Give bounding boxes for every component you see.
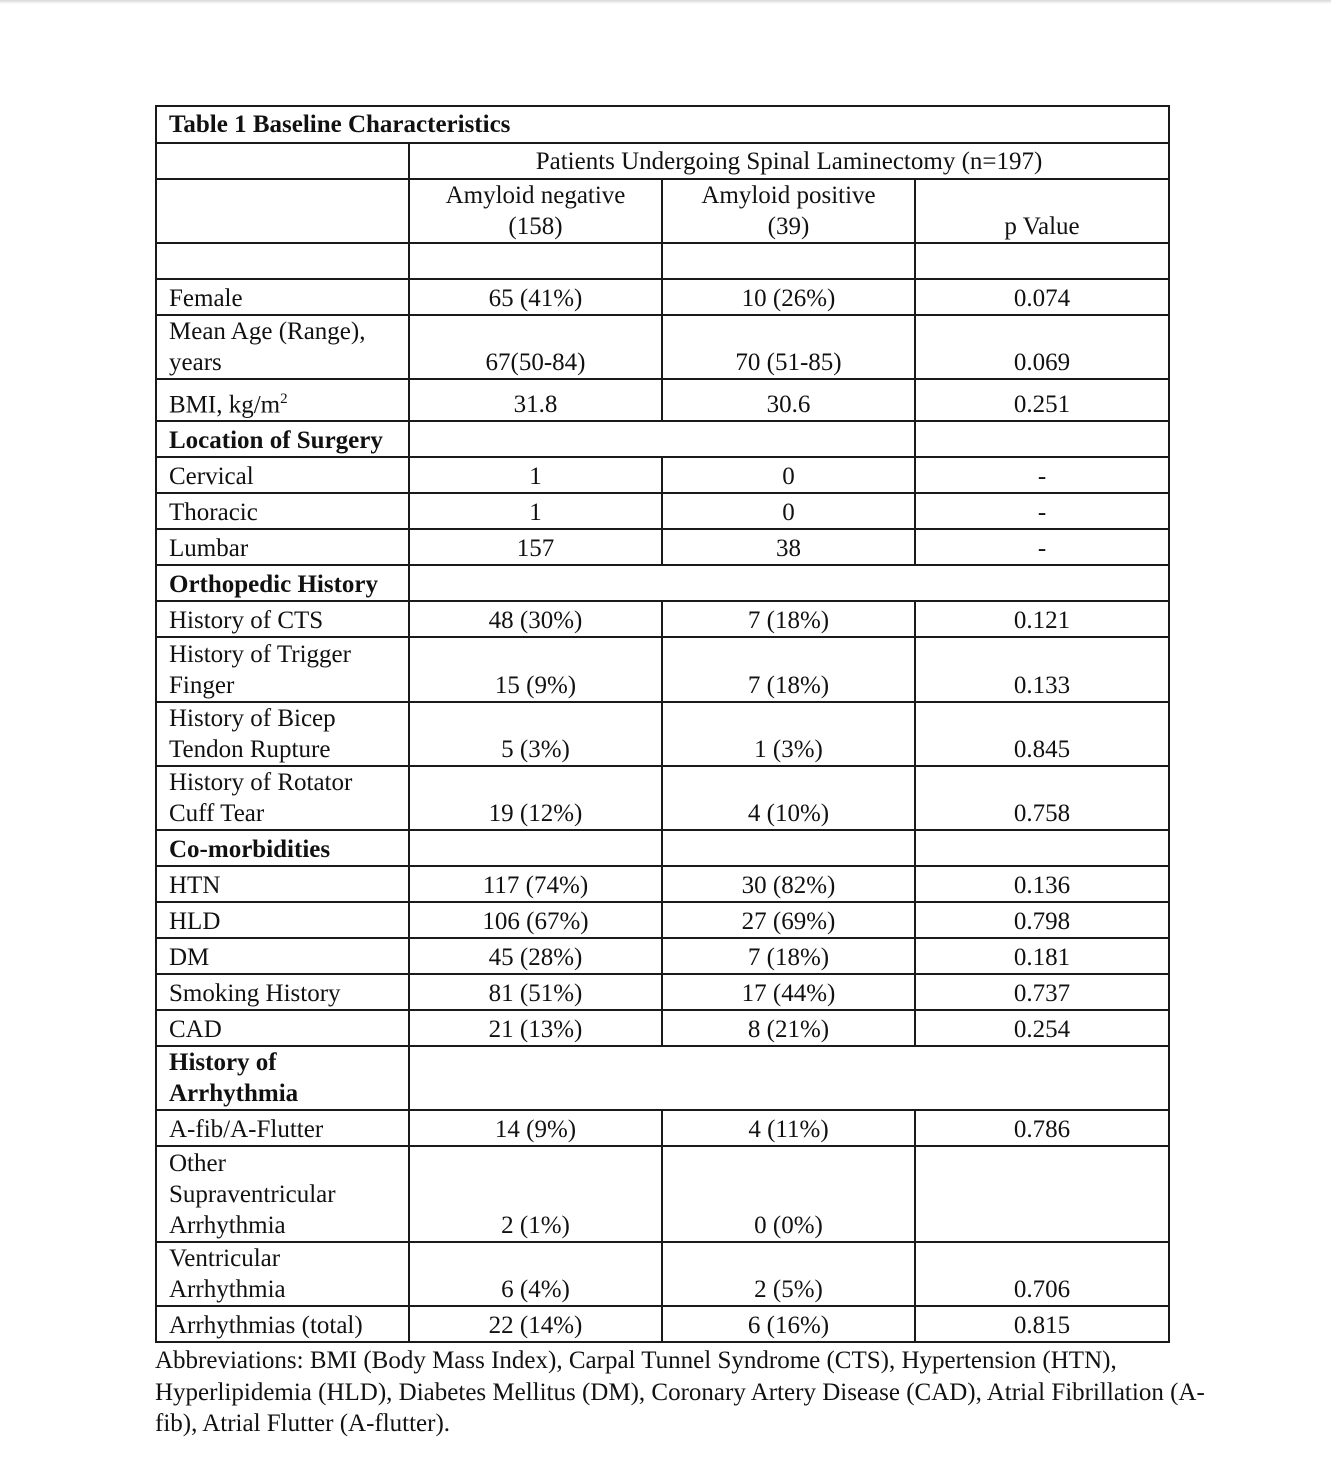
- amyloid-negative-value: 19 (12%): [409, 766, 662, 830]
- p-value: 0.845: [915, 702, 1169, 766]
- amyloid-negative-value: 45 (28%): [409, 938, 662, 974]
- empty-cell: [915, 421, 1169, 457]
- table-row: [156, 1306, 1169, 1342]
- p-value: 0.737: [915, 974, 1169, 1010]
- amyloid-positive-value: 10 (26%): [662, 279, 915, 315]
- p-value: [915, 1146, 1169, 1242]
- row-label: DM: [156, 938, 409, 974]
- empty-cell: [915, 830, 1169, 866]
- p-value: 0.133: [915, 637, 1169, 702]
- page-top-edge: [0, 0, 1331, 4]
- row-label-line: Cuff Tear: [169, 800, 265, 827]
- p-value: -: [915, 529, 1169, 565]
- empty-cell: [662, 243, 915, 279]
- table-row: [156, 1110, 1169, 1146]
- amyloid-negative-value: 106 (67%): [409, 902, 662, 938]
- spacer-row: [156, 243, 1169, 279]
- p-value: 0.136: [915, 866, 1169, 902]
- amyloid-negative-value: 22 (14%): [409, 1306, 662, 1342]
- p-value: 0.706: [915, 1242, 1169, 1306]
- amyloid-positive-value: 0: [662, 493, 915, 529]
- empty-cell: [915, 243, 1169, 279]
- row-label-line: History of Trigger: [169, 641, 351, 668]
- row-label: Arrhythmias (total): [156, 1306, 409, 1342]
- amyloid-positive-value: 30 (82%): [662, 866, 915, 902]
- amyloid-negative-value: 31.8: [409, 379, 662, 421]
- row-label-line: Finger: [169, 672, 235, 699]
- row-label-line: Arrhythmia: [169, 1276, 286, 1303]
- section-header-row: [156, 830, 1169, 866]
- p-value: 0.181: [915, 938, 1169, 974]
- column-header-line: Amyloid positive: [701, 182, 876, 209]
- p-value: 0.069: [915, 315, 1169, 379]
- amyloid-positive-value: 7 (18%): [662, 637, 915, 702]
- amyloid-negative-value: 1: [409, 457, 662, 493]
- row-label: HLD: [156, 902, 409, 938]
- table-row: [156, 457, 1169, 493]
- amyloid-negative-value: 15 (9%): [409, 637, 662, 702]
- table-row: [156, 279, 1169, 315]
- column-header-amyloid-positive: [662, 179, 915, 243]
- p-value: 0.758: [915, 766, 1169, 830]
- section-header-row: [156, 421, 1169, 457]
- amyloid-positive-value: 8 (21%): [662, 1010, 915, 1046]
- superscript: 2: [280, 390, 288, 407]
- abbreviations-footnote: Abbreviations: BMI (Body Mass Index), Carpal Tunnel Syndrome (CTS), Hypertension (HTN), Hyperlipidemia (HLD), Diabetes Mellitus (DM), Coronary Artery Disease (CAD), Atrial Fibrillation (A-fib), Atrial Flutter (A-flutter).: [155, 1347, 1205, 1437]
- table-row: [156, 493, 1169, 529]
- p-value: 0.815: [915, 1306, 1169, 1342]
- group-header-row: [156, 143, 1169, 179]
- table-row: [156, 315, 1169, 379]
- column-header-amyloid-negative: [409, 179, 662, 243]
- section-header-row: [156, 565, 1169, 601]
- row-label-line: Ventricular: [169, 1245, 281, 1272]
- amyloid-positive-value: 17 (44%): [662, 974, 915, 1010]
- row-label-line: History of Rotator: [169, 769, 353, 796]
- table-row: [156, 974, 1169, 1010]
- amyloid-positive-value: 4 (10%): [662, 766, 915, 830]
- empty-cell: [409, 243, 662, 279]
- amyloid-positive-value: 2 (5%): [662, 1242, 915, 1306]
- empty-cell: [156, 143, 409, 179]
- row-label: Thoracic: [156, 493, 409, 529]
- amyloid-negative-value: 1: [409, 493, 662, 529]
- amyloid-positive-value: 38: [662, 529, 915, 565]
- column-header-line: (39): [767, 213, 810, 240]
- amyloid-negative-value: 117 (74%): [409, 866, 662, 902]
- amyloid-positive-value: 27 (69%): [662, 902, 915, 938]
- row-label-line: Arrhythmia: [169, 1212, 286, 1239]
- empty-cell: [156, 179, 409, 243]
- amyloid-negative-value: 65 (41%): [409, 279, 662, 315]
- row-label: Female: [156, 279, 409, 315]
- amyloid-negative-value: 14 (9%): [409, 1110, 662, 1146]
- row-label: [156, 1146, 409, 1242]
- table-row: [156, 637, 1169, 702]
- row-label-line: years: [169, 349, 222, 376]
- section-header: Co-morbidities: [156, 830, 409, 866]
- amyloid-positive-value: 7 (18%): [662, 601, 915, 637]
- row-label-line: Other: [169, 1150, 226, 1177]
- row-label: Smoking History: [156, 974, 409, 1010]
- column-header-row: [156, 179, 1169, 243]
- amyloid-negative-value: 6 (4%): [409, 1242, 662, 1306]
- row-label: [156, 1242, 409, 1306]
- p-value: -: [915, 493, 1169, 529]
- row-label: [156, 702, 409, 766]
- section-header: Orthopedic History: [156, 565, 409, 601]
- table-row: [156, 938, 1169, 974]
- amyloid-positive-value: 70 (51-85): [662, 315, 915, 379]
- p-value: 0.121: [915, 601, 1169, 637]
- amyloid-positive-value: 1 (3%): [662, 702, 915, 766]
- amyloid-positive-value: 4 (11%): [662, 1110, 915, 1146]
- section-header: [156, 1046, 409, 1110]
- empty-cell: [409, 1046, 1169, 1110]
- row-label-line: Mean Age (Range),: [169, 318, 366, 345]
- amyloid-positive-value: 7 (18%): [662, 938, 915, 974]
- section-header-row: [156, 1046, 1169, 1110]
- amyloid-negative-value: 67(50-84): [409, 315, 662, 379]
- empty-cell: [662, 830, 915, 866]
- column-header-line: Amyloid negative: [445, 182, 626, 209]
- amyloid-positive-value: 30.6: [662, 379, 915, 421]
- row-label: HTN: [156, 866, 409, 902]
- empty-cell: [409, 565, 1169, 601]
- row-label-line: History of Bicep: [169, 705, 336, 732]
- row-label: [156, 637, 409, 702]
- amyloid-negative-value: 157: [409, 529, 662, 565]
- row-label: CAD: [156, 1010, 409, 1046]
- baseline-characteristics-table: [155, 105, 1170, 1343]
- p-value: 0.074: [915, 279, 1169, 315]
- table-row: [156, 766, 1169, 830]
- row-label: Lumbar: [156, 529, 409, 565]
- row-label: History of CTS: [156, 601, 409, 637]
- table-row: [156, 702, 1169, 766]
- row-label: [156, 379, 409, 421]
- amyloid-positive-value: 0 (0%): [662, 1146, 915, 1242]
- amyloid-positive-value: 0: [662, 457, 915, 493]
- empty-cell: [409, 830, 662, 866]
- p-value: 0.798: [915, 902, 1169, 938]
- p-value: 0.254: [915, 1010, 1169, 1046]
- table-row: [156, 866, 1169, 902]
- column-header-p-value: p Value: [915, 179, 1169, 243]
- amyloid-negative-value: 5 (3%): [409, 702, 662, 766]
- row-label-line: Tendon Rupture: [169, 736, 331, 763]
- table-title: Table 1 Baseline Characteristics: [156, 106, 1169, 143]
- amyloid-negative-value: 21 (13%): [409, 1010, 662, 1046]
- row-label-line: Supraventricular: [169, 1181, 336, 1208]
- amyloid-negative-value: 48 (30%): [409, 601, 662, 637]
- amyloid-negative-value: 2 (1%): [409, 1146, 662, 1242]
- section-header-line: Arrhythmia: [169, 1080, 299, 1107]
- table-row: [156, 902, 1169, 938]
- row-label: Cervical: [156, 457, 409, 493]
- table-row: [156, 1146, 1169, 1242]
- table-title-row: [156, 106, 1169, 143]
- p-value: -: [915, 457, 1169, 493]
- column-header-line: (158): [508, 213, 563, 240]
- row-label: A-fib/A-Flutter: [156, 1110, 409, 1146]
- table-row: [156, 529, 1169, 565]
- amyloid-negative-value: 81 (51%): [409, 974, 662, 1010]
- row-label: [156, 315, 409, 379]
- section-header: Location of Surgery: [156, 421, 409, 457]
- empty-cell: [409, 421, 915, 457]
- p-value: 0.251: [915, 379, 1169, 421]
- empty-cell: [156, 243, 409, 279]
- group-header: Patients Undergoing Spinal Laminectomy (n=197): [409, 143, 1169, 179]
- p-value: 0.786: [915, 1110, 1169, 1146]
- table-row: [156, 1010, 1169, 1046]
- table-row: [156, 1242, 1169, 1306]
- table-row: [156, 601, 1169, 637]
- row-label: [156, 766, 409, 830]
- section-header-line: History of: [169, 1049, 277, 1076]
- row-label-text: BMI, kg/m: [169, 391, 281, 418]
- amyloid-positive-value: 6 (16%): [662, 1306, 915, 1342]
- table-row: [156, 379, 1169, 421]
